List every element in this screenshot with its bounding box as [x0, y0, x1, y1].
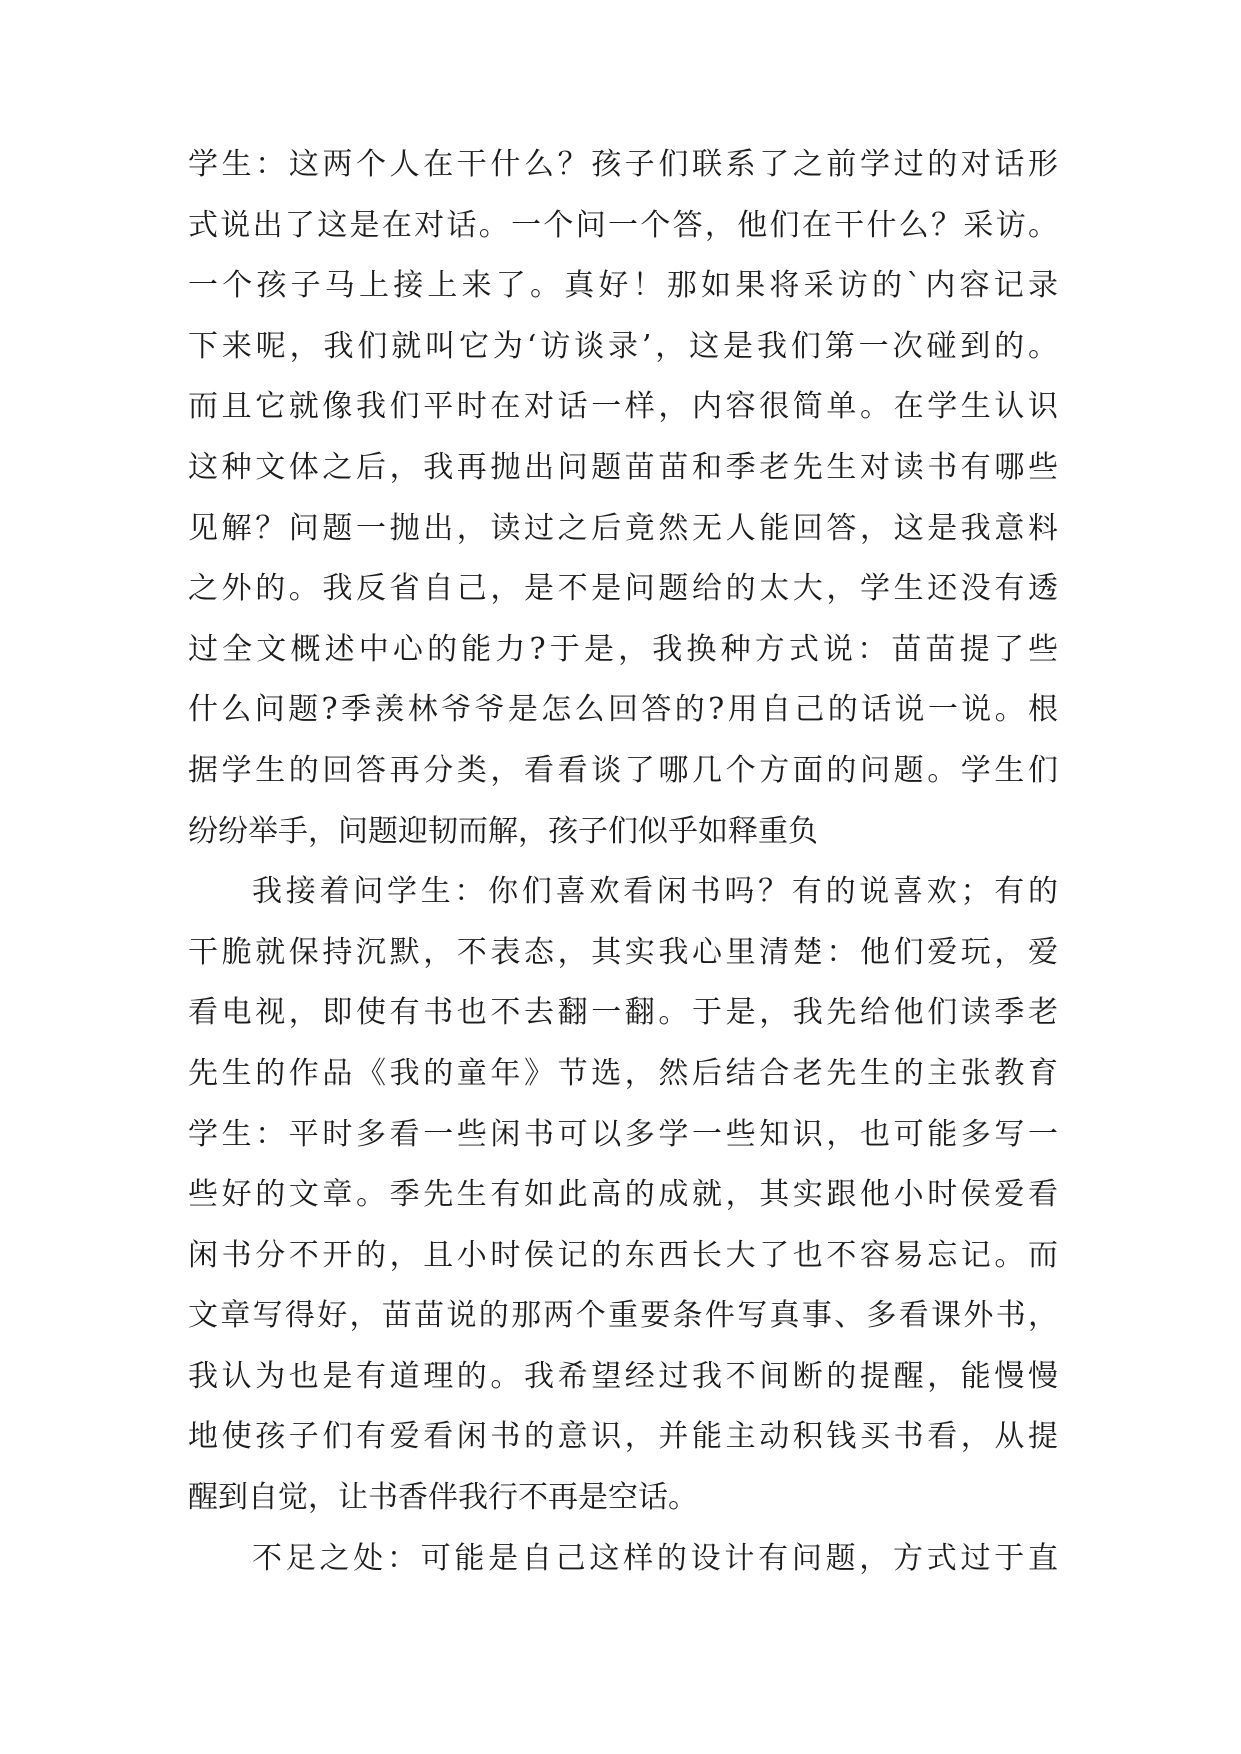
text-line: 而且它就像我们平时在对话一样，内容很简单。在学生认识 [188, 389, 1058, 425]
text-line: 之外的。我反省自己，是不是问题给的太大，学生还没有透 [188, 571, 1058, 607]
text-line: 纷纷举手，问题迎韧而解，孩子们似乎如释重负 [188, 813, 818, 849]
text-line: 先生的作品《我的童年》节选，然后结合老先生的主张教育 [188, 1055, 1058, 1091]
text-line: 看电视，即使有书也不去翻一翻。于是，我先给他们读季老 [188, 995, 1058, 1031]
text-line: 下来呢，我们就叫它为‘访谈录’，这是我们第一次碰到的。 [188, 328, 1058, 364]
text-line: 些好的文章。季先生有如此高的成就，其实跟他小时侯爱看 [188, 1177, 1058, 1213]
paragraph-3 [188, 1529, 1058, 1590]
text-line: 文章写得好，苗苗说的那两个重要条件写真事、多看课外书， [188, 1298, 1058, 1334]
text-line: 干脆就保持沉默，不表态，其实我心里清楚：他们爱玩，爱 [188, 934, 1058, 970]
text-line: 这种文体之后，我再抛出问题苗苗和季老先生对读书有哪些 [188, 449, 1058, 485]
text-line: 醒到自觉，让书香伴我行不再是空话。 [188, 1480, 698, 1516]
text-line: 不足之处：可能是自己这样的设计有问题，方式过于直 [252, 1540, 1058, 1576]
text-line: 学生：这两个人在干什么？孩子们联系了之前学过的对话形 [188, 147, 1058, 182]
text-line: 地使孩子们有爱看闲书的意识，并能主动积钱买书看，从提 [188, 1419, 1058, 1455]
text-line: 我认为也是有道理的。我希望经过我不间断的提醒，能慢慢 [188, 1358, 1058, 1394]
text-line: 闲书分不开的，且小时侯记的东西长大了也不容易忘记。而 [188, 1237, 1058, 1273]
paragraph-1 [188, 135, 1058, 862]
text-line: 据学生的回答再分类，看看谈了哪几个方面的问题。学生们 [188, 752, 1058, 788]
text-line: 一个孩子马上接上来了。真好！那如果将采访的`内容记录 [188, 268, 1058, 304]
text-line: 什么问题?季羡林爷爷是怎么回答的?用自己的话说一说。根 [188, 692, 1058, 728]
paragraph-2 [188, 862, 1058, 1529]
text-line: 学生：平时多看一些闲书可以多学一些知识，也可能多写一 [188, 1116, 1058, 1152]
document-body [188, 135, 1058, 1589]
text-line: 式说出了这是在对话。一个问一个答，他们在干什么？采访。 [188, 207, 1058, 243]
text-line: 我接着问学生：你们喜欢看闲书吗？有的说喜欢；有的 [252, 874, 1058, 910]
text-line: 见解？问题一抛出，读过之后竟然无人能回答，这是我意料 [188, 510, 1058, 546]
text-line: 过全文概述中心的能力?于是，我换种方式说：苗苗提了些 [188, 631, 1058, 667]
